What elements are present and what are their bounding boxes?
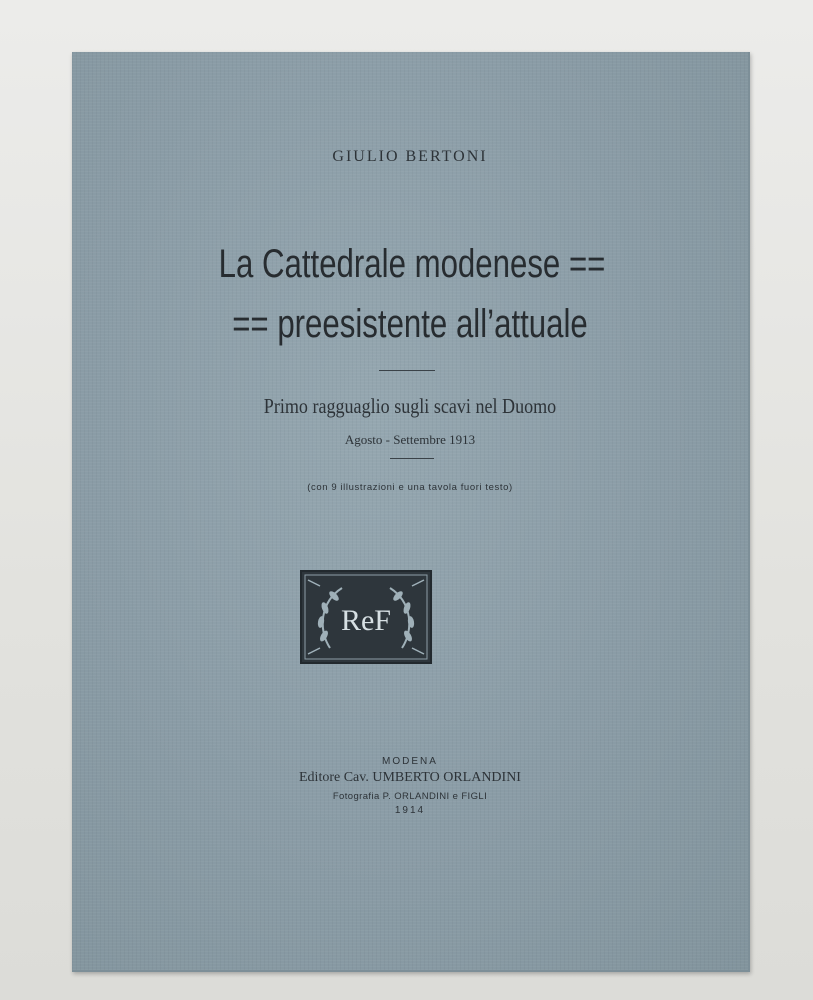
place-of-publication: MODENA <box>382 756 438 767</box>
emblem-monogram: ReF <box>340 604 392 637</box>
book-cover <box>72 52 750 972</box>
publisher-name: Editore Cav. UMBERTO ORLANDINI <box>299 770 521 785</box>
publisher-emblem <box>300 570 432 664</box>
subtitle: Primo ragguaglio sugli scavi nel Duomo <box>263 394 557 418</box>
photography-credit: Fotografia P. ORLANDINI e FIGLI <box>332 791 488 802</box>
publication-year: 1914 <box>394 805 426 816</box>
title-line-1: La Cattedrale modenese == <box>218 242 606 286</box>
title-divider <box>379 370 435 371</box>
dates-divider <box>390 458 434 459</box>
title-line-2: == preesistente all’attuale <box>232 302 588 346</box>
author-name: GIULIO BERTONI <box>332 148 488 165</box>
illustrations-note: (con 9 illustrazioni e una tavola fuori testo) <box>307 482 513 493</box>
date-range: Agosto - Settembre 1913 <box>344 432 476 447</box>
